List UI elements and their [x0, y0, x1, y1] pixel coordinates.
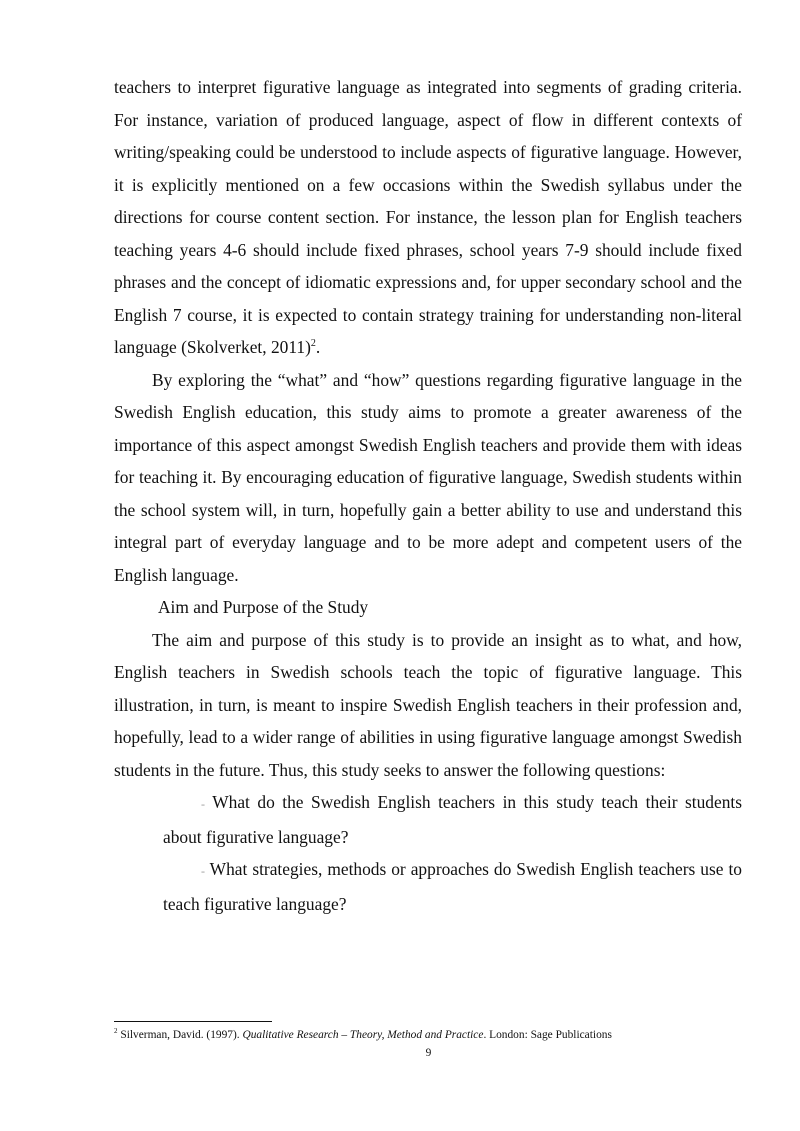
research-question-1	[114, 786, 742, 853]
body-text	[114, 71, 742, 920]
paragraph-continued: teachers to interpret figurative language as integrated into segments of grading criteria. For instance, variation of produced language, aspect of flow in different contexts of writing/speaking could be understood to include aspects of figurative language. However, it is explicitly mentioned on a few occasions within the Swedish syllabus under the directions for course content section. For instance, the lesson plan for English teachers teaching years 4-6 should include fixed phrases, school years 7-9 should include fixed phrases and the concept of idiomatic expressions and, for upper secondary school and the English 7 course, it is expected to contain strategy training for understanding non-literal language (Skolverket, 2011)$^2$.	[114, 77, 742, 357]
footnote-reference[interactable]: 2	[310, 338, 316, 350]
paragraph-purpose-intro: By exploring the “what” and “how” questions regarding figurative language in the Swedish English education, this study aims to promote a greater awareness of the importance of this aspect amongst Swedish English teachers and provide them with ideas for teaching it. By encouraging education of figurative language, Swedish students within the school system will, in turn, hopefully gain a better ability to use and understand this integral part of everyday language and to be more adept and competent users of the English language.	[114, 369, 742, 585]
footnote-marker: 2	[114, 1027, 118, 1036]
paragraph-text: teachers to interpret figurative language as integrated into segments of grading criteria. For instance, variation of produced language, aspect of flow in different contexts of writing/speaking could be understood to include aspects of figurative language. However, it is explicitly mentioned on a few occasions within the Swedish syllabus under the directions for course content section. For instance, the lesson plan for English teachers teaching years 4-6 should include fixed phrases, school years 7-9 should include fixed phrases and the concept of idiomatic expressions and, for upper secondary school and the English 7 course, it is expected to contain strategy training for understanding non-literal language (Skolverket, 2011)	[114, 77, 742, 357]
research-question-2	[114, 853, 742, 920]
question-text: What do the Swedish English teachers in this study teach their students about figurative language?	[163, 792, 742, 847]
footnote-separator	[114, 1021, 272, 1022]
dash-bullet: -	[201, 797, 205, 811]
footnote-author: Silverman, David. (1997).	[120, 1029, 243, 1041]
paragraph-aim: The aim and purpose of this study is to provide an insight as to what, and how, English teachers in Swedish schools teach the topic of figurative language. This illustration, in turn, is meant to inspire Swedish English teachers in their profession and, hopefully, lead to a wider range of abilities in using figurative language amongst Swedish students in the future. Thus, this study seeks to answer the following questions:	[114, 629, 742, 780]
footnote-publisher: . London: Sage Publications	[483, 1029, 612, 1041]
dash-bullet: -	[201, 864, 205, 878]
footnote	[114, 1028, 754, 1043]
question-text: What strategies, methods or approaches do Swedish English teachers use to teach figurative language?	[163, 859, 742, 914]
section-heading: Aim and Purpose of the Study	[158, 597, 369, 617]
page-number: 9	[425, 1047, 432, 1059]
footnote-title: Qualitative Research – Theory, Method and Practice	[242, 1029, 484, 1041]
